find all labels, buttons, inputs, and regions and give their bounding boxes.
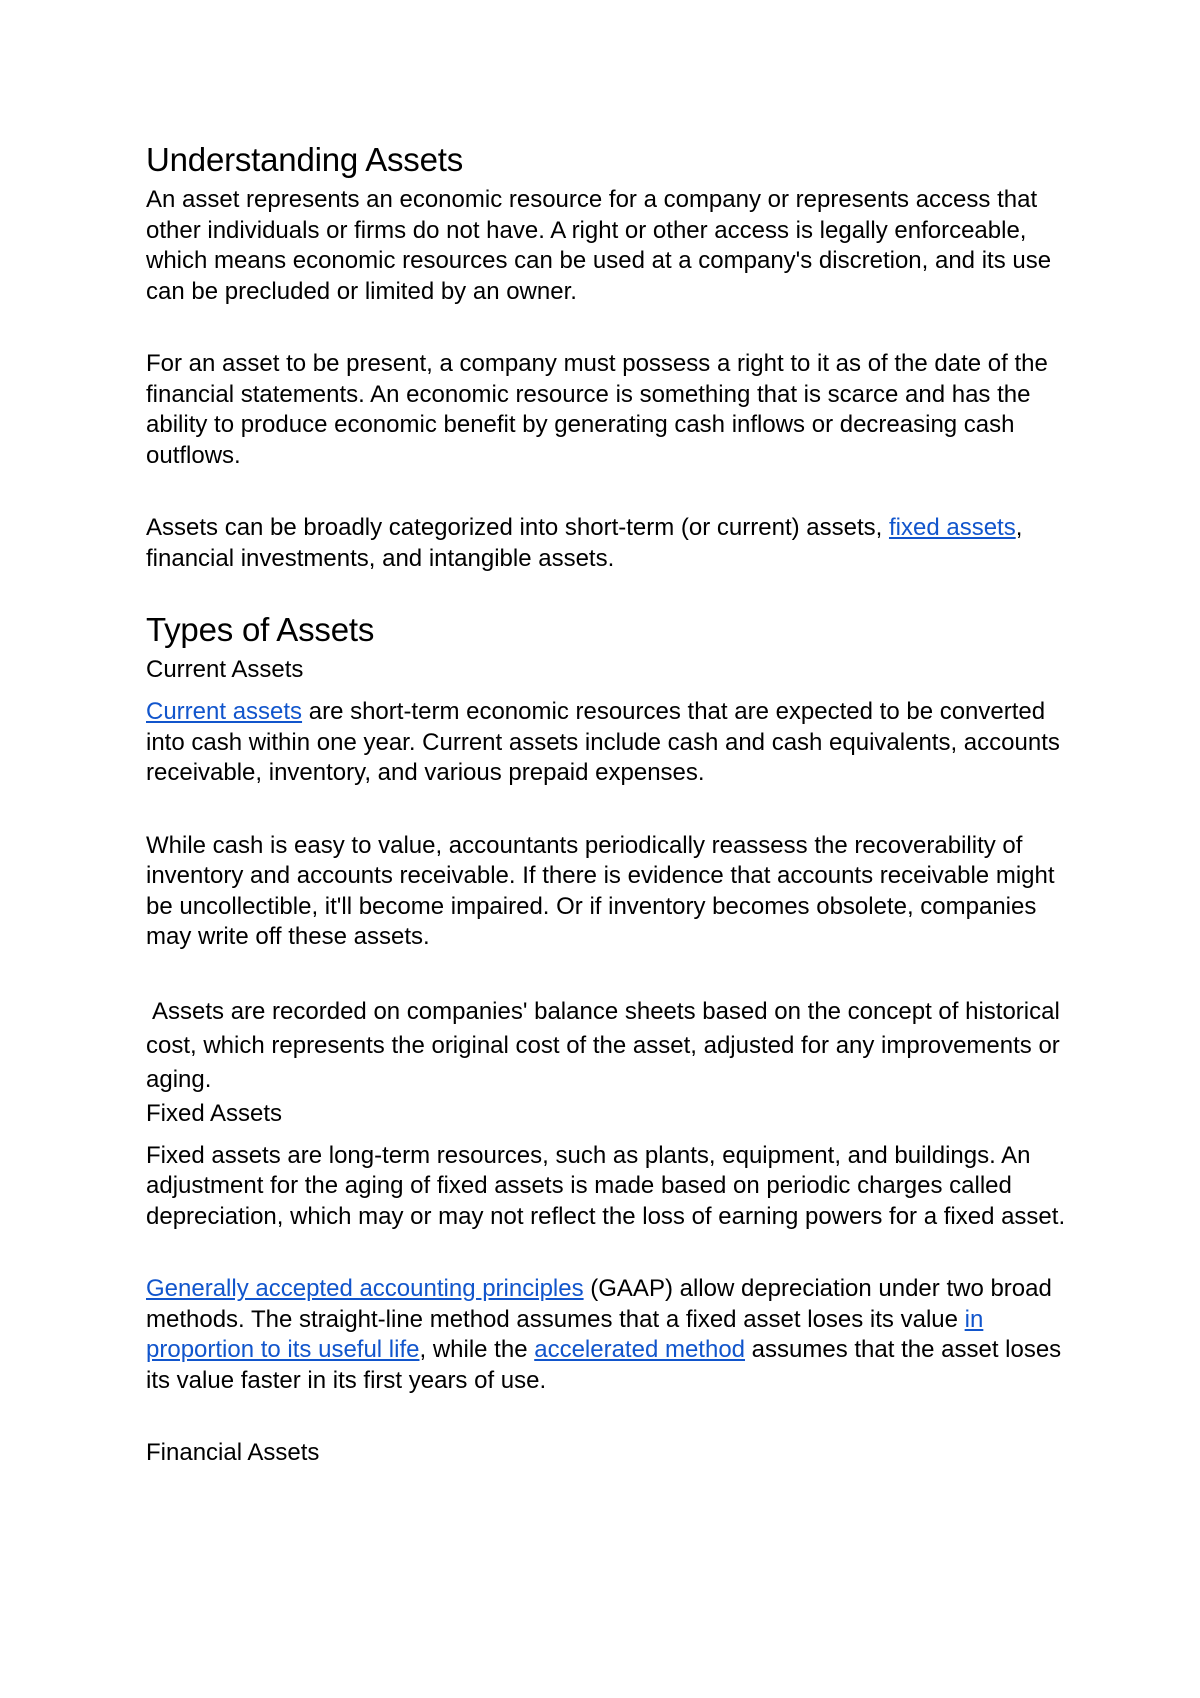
text-segment: , financial investments, and intangible assets.	[146, 514, 1023, 572]
paragraph-fixed-assets-definition: Fixed assets are long-term resources, such as plants, equipment, and buildings. An adjustment for the aging of fixed assets is made based on periodic charges called depreciation, which may or may not reflect the loss of earning powers for a fixed asset.	[146, 1141, 1066, 1230]
text-segment: assumes that the asset loses its value faster in its first years of use.	[146, 1336, 1062, 1394]
text-segment: , while the	[419, 1336, 535, 1363]
heading-understanding-assets: Understanding Assets	[146, 141, 464, 178]
link-fixed-assets[interactable]: fixed assets	[888, 514, 1016, 541]
heading-financial-assets: Financial Assets	[146, 1439, 320, 1466]
paragraph-gaap-depreciation	[146, 1274, 1076, 1396]
heading-types-of-assets: Types of Assets	[146, 611, 375, 648]
text-segment: are short-term economic resources that are expected to be converted into cash within one year. Current assets include cash and cash equivalents, accounts receivable, inventory, and various prepaid expenses.	[146, 698, 1060, 786]
paragraph-historical-cost: Assets are recorded on companies' balance sheets based on the concept of historical cost, which represents the original cost of the asset, adjusted for any improvements or aging.	[146, 997, 1060, 1093]
document-page	[146, 140, 1076, 1480]
paragraph-asset-categories	[146, 513, 1076, 574]
paragraph-asset-definition: An asset represents an economic resource for a company or represents access that other individuals or firms do not have. A right or other access is legally enforceable, which means economic resources can be used at a company's discretion, and its use can be precluded or limited by an owner.	[146, 186, 1052, 305]
heading-fixed-assets: Fixed Assets	[146, 1099, 283, 1127]
heading-current-assets: Current Assets	[146, 656, 304, 683]
link-gaap[interactable]: Generally accepted accounting principles	[146, 1275, 584, 1302]
text-segment: Assets can be broadly categorized into short-term (or current) assets,	[146, 514, 889, 541]
text-segment: (GAAP) allow depreciation under two broad methods. The straight-line method assumes that a fixed asset loses its value	[146, 1275, 1052, 1333]
paragraph-cash-valuation: While cash is easy to value, accountants periodically reassess the recoverability of inventory and accounts receivable. If there is evidence that accounts receivable might be uncollectible, it'll become impaired. Or if inventory becomes obsolete, companies may write off these assets.	[146, 831, 1055, 950]
paragraph-asset-presence: For an asset to be present, a company must possess a right to it as of the date of the financial statements. An economic resource is something that is scarce and has the ability to produce economic benefit by generating cash inflows or decreasing cash outflows.	[146, 350, 1048, 469]
paragraph-current-assets-definition	[146, 697, 1076, 789]
link-useful-life[interactable]: in proportion to its useful life	[146, 1305, 984, 1363]
link-accelerated-method[interactable]: accelerated method	[534, 1336, 746, 1363]
link-current-assets[interactable]: Current assets	[146, 698, 303, 725]
